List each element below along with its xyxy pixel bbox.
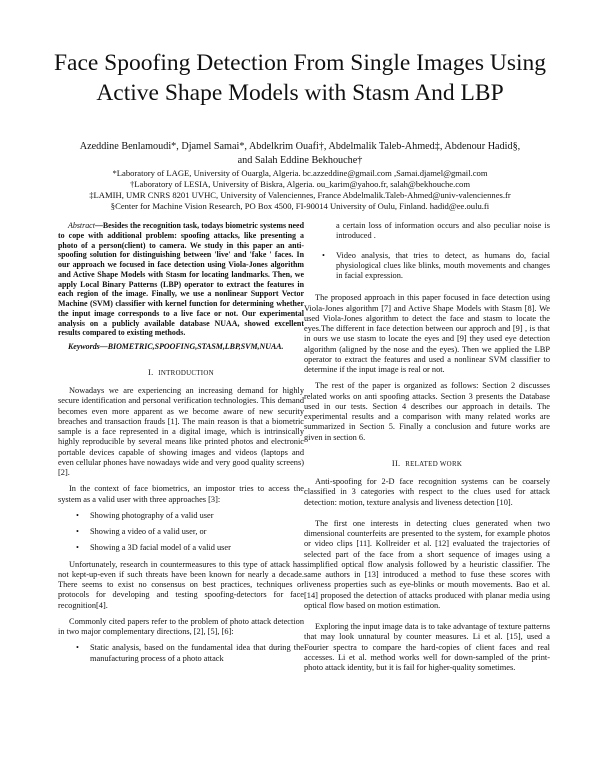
direction-1-continued: a certain loss of information occurs and also peculiar noise is introduced . — [336, 221, 550, 241]
section-heading-related-work — [304, 459, 550, 470]
affiliations — [40, 168, 560, 212]
list-item: • Showing a 3D facial model of a valid user — [76, 543, 231, 553]
author-list — [60, 140, 540, 167]
abstract-text: —Besides the recognition task, todays biometric systems need to cope with additional problem: spoofing attacks, like presenting a photo of a person(client) to camera. We study in this paper an anti-spoofing solution for distinguishing between 'live' and 'fake ' faces. In our approach we focused in face detection using Viola-Jones algorithm and Active Shape Models with Stasm for locating landmarks. Then, we apply Local Binary Patterns (LBP) operator to extract the features in each region of the image. Finally, we use a nonlinear Support Vector Machine (SVM) classifier with kernel function for determining whether the input image corresponds to a live face or not. Our experimental analysis on a publicly available database NUAA, showed excellent results compared to existing methods. — [58, 221, 304, 338]
title-line-1: Face Spoofing Detection From Single Images Using — [53, 50, 547, 76]
abstract — [58, 221, 304, 338]
list-item: • Showing photography of a valid user — [76, 510, 214, 520]
affiliation-lesia: †Laboratory of LESIA, University of Biskra, Algeria. ou_karim@yahoo.fr, salah@bekhouche.com — [129, 178, 471, 189]
related-paragraph-3: Exploring the input image data is to take advantage of texture patterns that may look unnatural by counter measures. Li et al. [15], used a Fourier spectra to compare the hard-copies of client faces and real accesses. Li et al. method works well for down-sampled of the print-photo attack identity, but it is fail for higher-quality sometimes. — [304, 622, 550, 672]
intro-paragraph-3: Unfortunately, research in countermeasures to this type of attack has not kept-up-even if such threats have been known for nearly a decade. There seems to exist no consensus on best practices, techniques or protocols for developing and testing spoofing-detectors for face recognition[4]. — [58, 559, 304, 610]
intro-paragraph-2: In the context of face biometrics, an impostor tries to access the system as a valid user with three approaches [3]: — [58, 484, 304, 504]
authors-line-2: and Salah Eddine Bekhouche† — [237, 154, 363, 166]
intro-paragraph-4: Commonly cited papers refer to the problem of photo attack detection in two major complementary directions, [2], [5], [6]: — [58, 616, 304, 636]
directions-list — [58, 643, 304, 664]
authors-line-1: Azeddine Benlamoudi*, Djamel Samai*, Abdelkrim Ouafi†, Abdelmalik Taleb-Ahmed‡, Abdenour Hadid§, — [79, 141, 521, 152]
bullet-icon: • — [322, 250, 325, 260]
approach-paragraph: The proposed approach in this paper focused in face detection using Viola-Jones algorithm [7] and Active Shape Models with Stasm [8]. We used Viola-Jones algorithm to detect the face and stasm to locate the eyes.The different in face detection between our approch and [9] , is that in ours we use stasm to locate the eyes and [9] they used eye detection algorithm (aligned by the nose and the eyes). Then we applied the LBP operator to extract the features and used a nonlinear SVM classifier to determine if the input image is real or not. — [304, 293, 550, 374]
related-paragraph-1: Anti-spoofing for 2-D face recognition systems can be coarsely classified in 3 categories with respect to the clues used for attack detection: motion, texture analysis and liveness detection [10]. — [304, 477, 550, 507]
affiliation-oulu: §Center for Machine Vision Research, PO Box 4500, FI-90014 University of Oulu, Finland. hadid@ee.oulu.fi — [110, 200, 490, 211]
bullet-icon: • — [76, 510, 79, 520]
section-number: II. — [391, 458, 401, 468]
paper-title — [30, 48, 570, 108]
organization-paragraph: The rest of the paper is organized as follows: Section 2 discusses related works on anti spoofing attacks. Section 3 presents the Database used in our tests. Section 4 describes our approach in details. The experimental results and a comparison with many related works are summarized in Section 5. Finally a conclusion and future works are given in section 6. — [304, 381, 550, 442]
list-item: • Video analysis, that tries to detect, as humans do, facial physiological clues like blinks, mouth movements and changes in facial expression. — [322, 250, 550, 280]
left-column — [58, 221, 304, 670]
bullet-icon: • — [76, 543, 79, 553]
abstract-label: Abstract — [68, 221, 95, 230]
keywords: Keywords—BIOMETRIC,SPOOFING,STASM,LBP,SVM,NUAA. — [68, 342, 284, 351]
section-heading-introduction — [58, 368, 304, 379]
title-line-2: Active Shape Models with Stasm And LBP — [96, 80, 504, 106]
directions-list-continued — [304, 251, 550, 282]
section-title: INTRODUCTION — [158, 369, 214, 377]
intro-paragraph-1: Nowadays we are experiencing an increasing demand for highly secure identification and personal verification technologies. This demand becomes even more apparent as we become aware of new security breaches and transaction frauds [1]. The main reason is that a biometric sample is a face represented in a digital image, which is intrinsically highly reproducible by several means like printed photos and electronic portable devices capable of showing images and videos (laptops and even cellular phones have nowadays wide and very good quality screens) [2]. — [58, 386, 304, 477]
section-number: I. — [148, 367, 154, 377]
bullet-icon: • — [76, 527, 79, 536]
approaches-list — [58, 511, 304, 554]
affiliation-lage: *Laboratory of LAGE, University of Ouargla, Algeria. bc.azzeddine@gmail.com ,Samai.djamel@gmail.com — [112, 168, 488, 178]
section-title: RELATED WORK — [405, 460, 463, 468]
right-column — [304, 221, 550, 673]
list-item: • Static analysis, based on the fundamental idea that during the manufacturing process of a photo attack — [76, 643, 304, 663]
affiliation-lamih: ‡LAMIH, UMR CNRS 8201 UVHC, University of Valenciennes, France Abdelmalik.Taleb-Ahmed@univ-valenciennes.fr — [89, 189, 511, 200]
bullet-icon: • — [76, 643, 79, 653]
related-paragraph-2: The first one interests in detecting clues generated when two dimensional counterfeits are presented to the system, for example photos or video clips [11]. Kollreider et al. [12] evaluated the trajectories of selected part of the face from a short sequence of images using a simplified optical flow analysis followed by a heuristic classifier. The same authors in [13] introduced a method to fuse these scores with liveness properties such as eye-blinks or mouth movements. Bao et al. [14] proposed the detection of attacks produced with planar media using optical flow based on motion estimation. — [304, 518, 550, 610]
list-item: • Showing a video of a valid user, or — [76, 527, 207, 536]
